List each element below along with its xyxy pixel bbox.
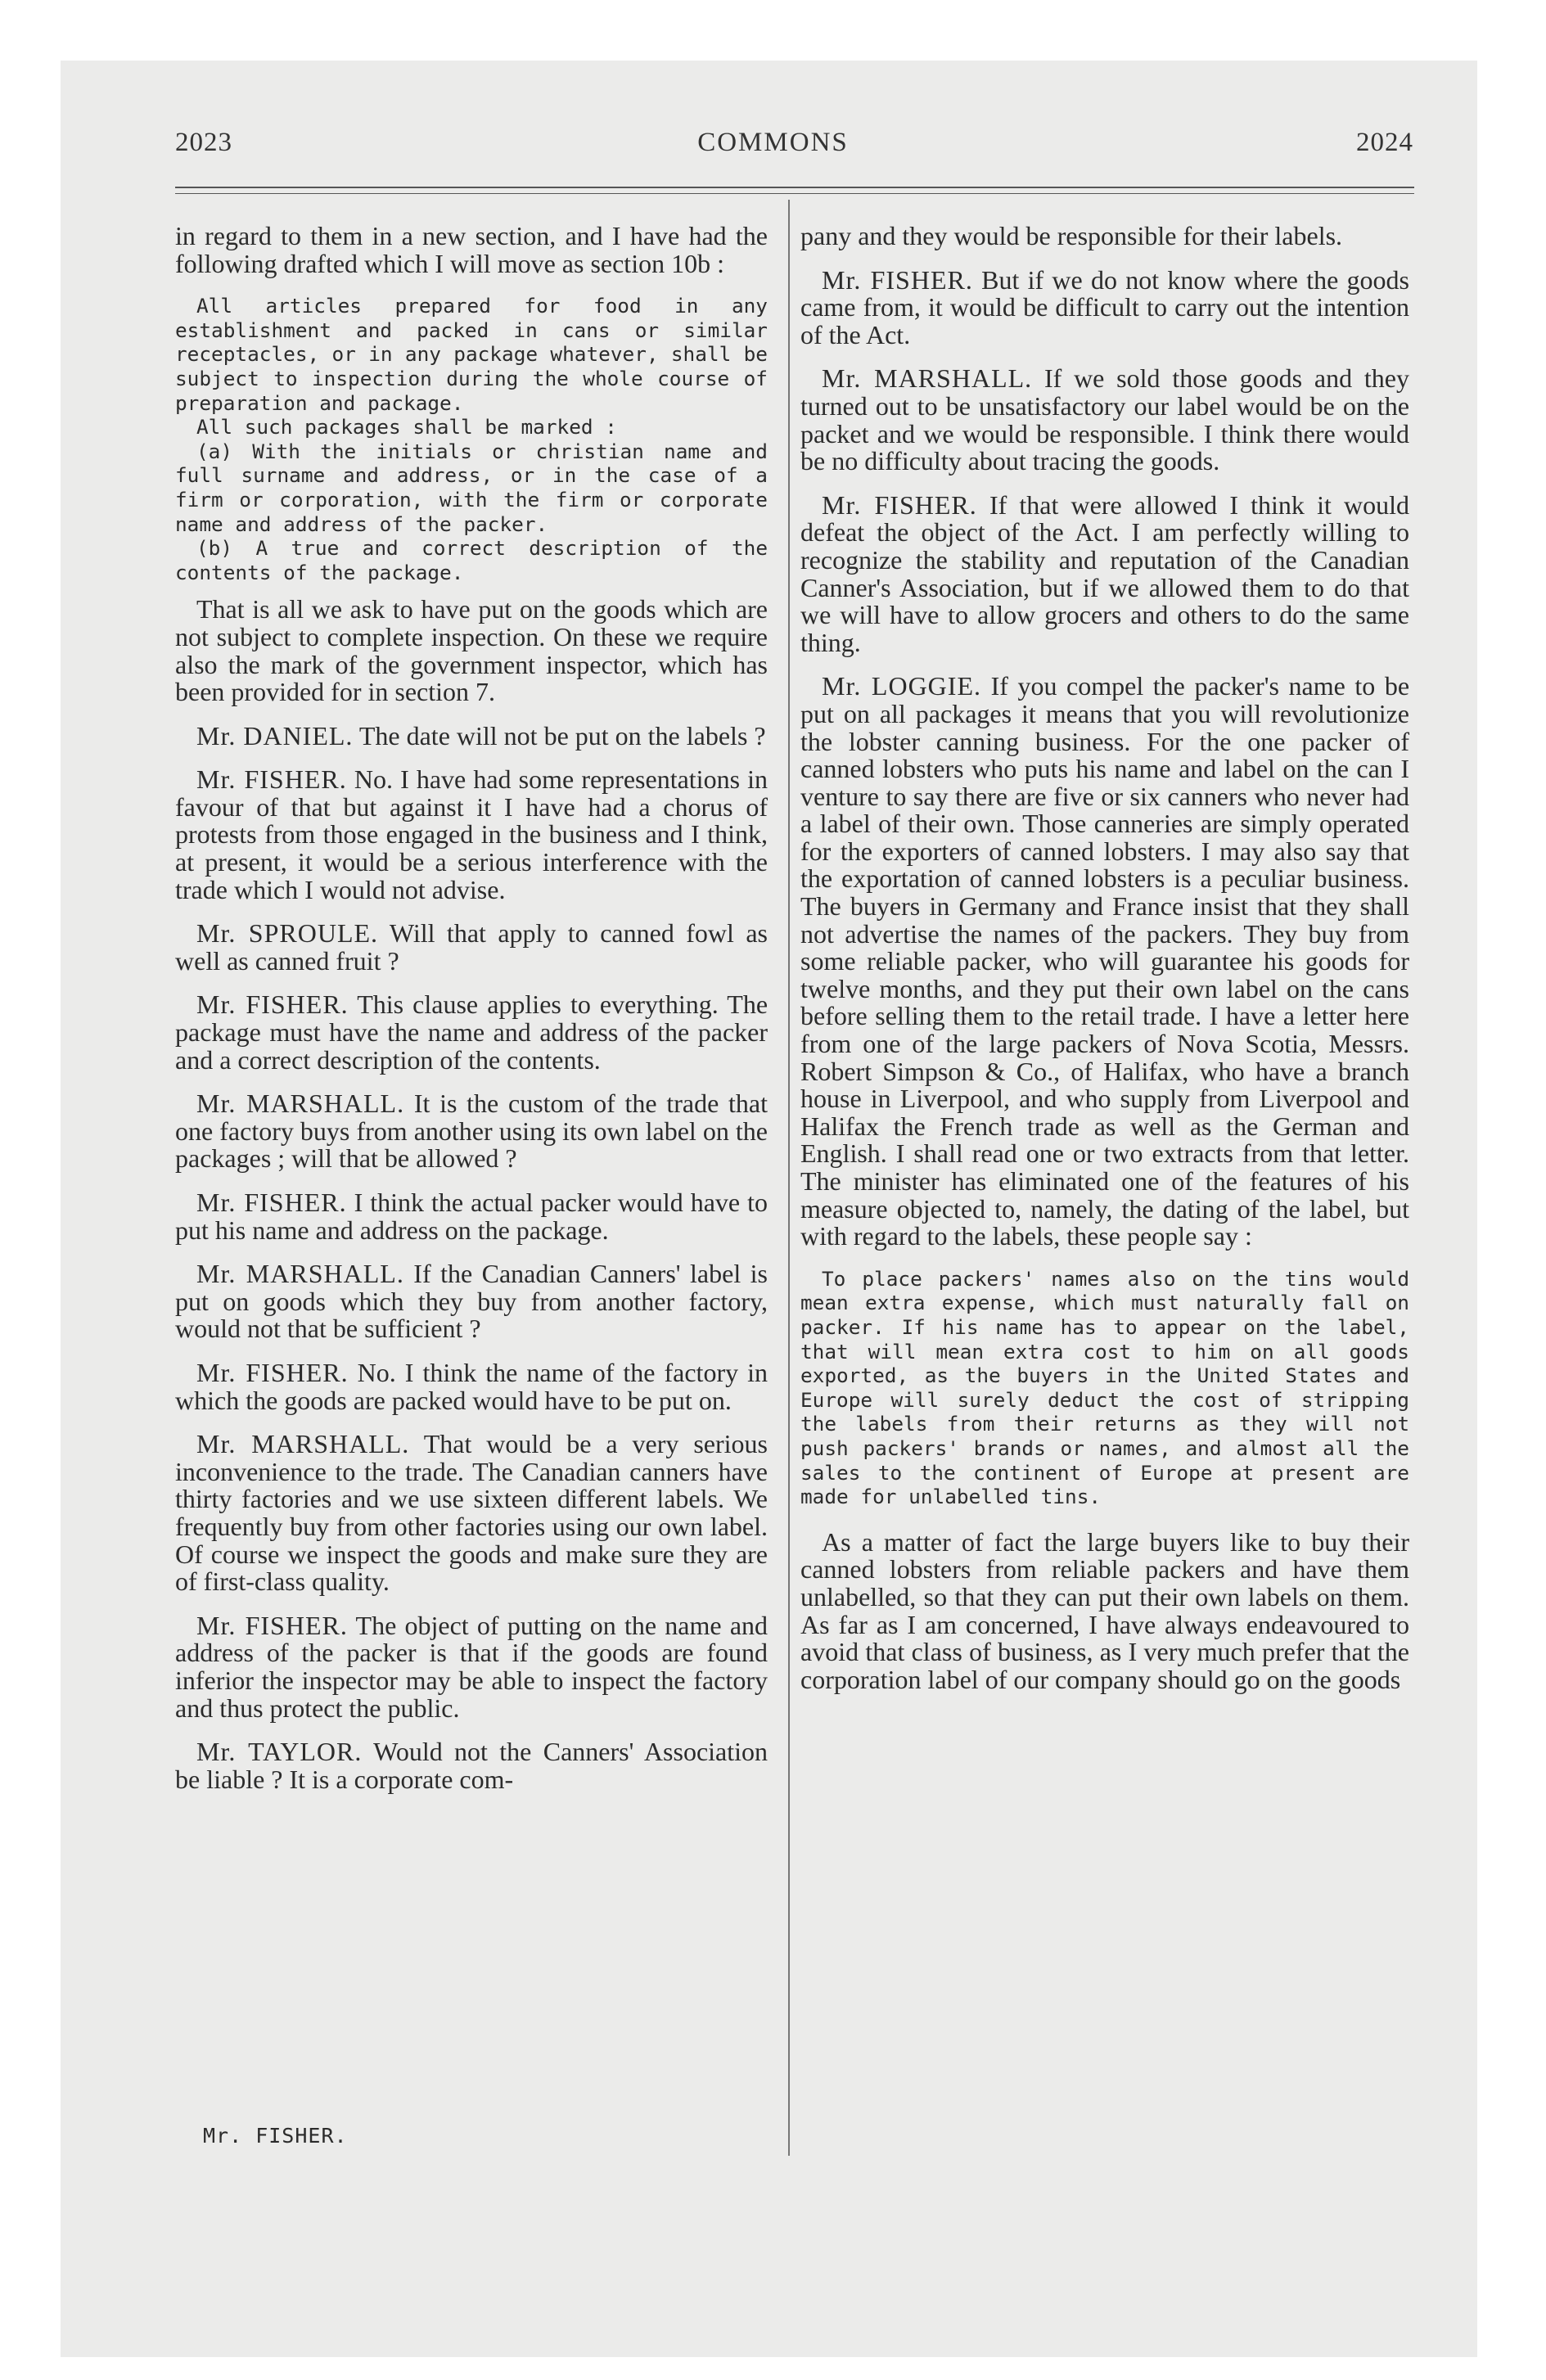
- speech: [800, 264, 1410, 349]
- speech-text: If the Canadian Canners' label is put on goods which they buy from another factory, would not that be sufficient ?: [175, 1259, 768, 1344]
- quote-paragraph: All articles prepared for food in any establishment and packed in cans or similar receptacles, or in any package whatever, shall be subject to inspection during the whole course of preparation and package.: [175, 294, 768, 415]
- speaker-name: Mr. FISHER.: [822, 264, 973, 295]
- speech: [175, 991, 768, 1074]
- speech-text: Would not the Canners' Association be liable ? It is a corporate com-: [175, 1737, 768, 1794]
- speaker-name: Mr. TAYLOR.: [196, 1737, 363, 1767]
- speech: [175, 1431, 768, 1596]
- speech: [800, 673, 1409, 1250]
- speech-text: If we sold those goods and they turned out to be unsatisfactory our label would be on the packet and we would be responsible. I think there would be no difficulty about tracing the goods.: [800, 363, 1409, 476]
- speaker-name: Mr. MARSHALL.: [196, 1429, 410, 1459]
- speech-text: If that were allowed I think it would defeat the object of the Act. I am perfectly willing to recognize the stability and reputation of the Canadian Canner's Association, but if we allowed them to do that we will have to allow grocers and others to do the same thing.: [800, 489, 1410, 657]
- right-column: [800, 223, 1409, 1710]
- paragraph: in regard to them in a new section, and I have had the following drafted which I will move as section 10b :: [175, 221, 768, 278]
- speech: [800, 489, 1410, 657]
- quoted-letter: [800, 1267, 1409, 1509]
- header-rule: [175, 187, 1414, 188]
- page-number-right: 2024: [1356, 128, 1413, 157]
- speech-text: No. I think the name of the factory in which the goods are packed would have to be put on.: [175, 1357, 768, 1415]
- catchword: Mr. FISHER.: [203, 2124, 348, 2148]
- speech: [175, 766, 768, 904]
- speaker-name: Mr. MARSHALL.: [196, 1089, 405, 1119]
- speech: [175, 1260, 768, 1343]
- speech-text: It is the custom of the trade that one factory buys from another using its own label on the packages ; will that be allowed ?: [175, 1089, 768, 1174]
- quoted-clause: [175, 294, 768, 584]
- speech-text: I think the actual packer would have to put his name and address on the package.: [175, 1188, 768, 1245]
- header-rule-thin: [175, 193, 1414, 194]
- speaker-name: Mr. FISHER.: [196, 989, 349, 1020]
- speaker-name: Mr. MARSHALL.: [822, 363, 1033, 394]
- speaker-name: Mr. LOGGIE.: [822, 671, 981, 701]
- speaker-name: Mr. MARSHALL.: [196, 1259, 404, 1289]
- speech-text: The object of putting on the name and address of the packer is that if the goods are found inferior the inspector may be able to inspect the factory and thus protect the public.: [175, 1610, 768, 1723]
- speech: [175, 1612, 768, 1722]
- speech: [175, 1189, 768, 1244]
- paragraph: pany and they would be responsible for their labels.: [800, 221, 1343, 250]
- paragraph: That is all we ask to have put on the goods which are not subject to complete inspection. On these we require also the mark of the government inspector, which has been provided for in section 7.: [175, 594, 768, 707]
- speaker-name: Mr. DANIEL.: [196, 720, 354, 751]
- speaker-name: Mr. SPROULE.: [196, 918, 379, 949]
- speaker-name: Mr. FISHER.: [196, 1610, 348, 1640]
- speech-text: This clause applies to everything. The package must have the name and address of the packer and a correct description of the contents.: [175, 989, 768, 1075]
- running-title: COMMONS: [697, 128, 849, 157]
- speaker-name: Mr. FISHER.: [822, 489, 977, 520]
- speech: [175, 1738, 768, 1793]
- speech-text: If you compel the packer's name to be put on all packages it means that you will revolutionize the lobster canning business. For the one packer of canned lobsters who puts his name and label on the can I venture to say there are five or six canners who never had a label of their own. Those canneries are simply operated for the exporters of canned lobsters. I may also say that the exportation of canned lobsters is a peculiar business. The buyers in Germany and France insist that they shall not advertise the names of the packers. They buy from some reliable packer, who will guarantee his goods for twelve months, and they put their own label on the cans before selling them to the retail trade. I have a letter here from one of the large packers of Nova Scotia, Messrs. Robert Simpson & Co., of Halifax, who have a branch house in Liverpool, and who supply from Liverpool and Halifax the French trade as well as the German and English. I shall read one or two extracts from that letter. The minister has eliminated one of the features of his measure objected to, namely, the dating of the label, but with regard to the labels, these people say :: [800, 671, 1410, 1251]
- quote-paragraph: To place packers' names also on the tins would mean extra expense, which must naturally fall on packer. If his name has to appear on the label, that will mean extra cost to him on all goods exported, as the buyers in the United States and Europe will surely deduct the cost of stripping the labels from their returns as they will not push packers' brands or names, and almost all the sales to the continent of Europe at present are made for unlabelled tins.: [800, 1266, 1409, 1509]
- paragraph: As a matter of fact the large buyers like to buy their canned lobsters from reliable packers and have them unlabelled, so that they can put their own labels on them. As far as I am concerned, I have always endeavoured to avoid that class of business, as I very much prefer that the corporation label of our company should go on the goods: [800, 1526, 1409, 1694]
- quote-paragraph: (b) A true and correct description of the contents of the package.: [175, 536, 768, 584]
- quote-paragraph: All such packages shall be marked :: [196, 415, 617, 439]
- speaker-name: Mr. FISHER.: [196, 764, 347, 795]
- speaker-name: Mr. FISHER.: [196, 1357, 349, 1387]
- speech: [800, 365, 1409, 475]
- page-number-left: 2023: [175, 128, 232, 157]
- speech-text: No. I have had some representations in favour of that but against it I have had a chorus of protests from those engaged in the business and I think, at present, it would be a serious interference with the trade which I would not advise.: [175, 764, 768, 904]
- speaker-name: Mr. FISHER.: [196, 1188, 347, 1217]
- speech-text: But if we do not know where the goods came from, it would be difficult to carry out the intention of the Act.: [800, 264, 1410, 349]
- quote-paragraph: (a) With the initials or christian name and full surname and address, or in the case of a firm or corporation, with the firm or corporate name and address of the packer.: [175, 439, 768, 536]
- speech-text: That would be a very serious inconvenience to the trade. The Canadian canners have thirty factories and we use sixteen different labels. We frequently buy from other factories using our own label. Of course we inspect the goods and make sure they are of first-class quality.: [175, 1429, 768, 1597]
- left-column: [175, 223, 768, 1810]
- speech-text: The date will not be put on the labels ?: [358, 720, 766, 751]
- speech: [175, 720, 768, 751]
- speech-text: Will that apply to canned fowl as well as canned fruit ?: [175, 918, 768, 976]
- speech: [175, 1359, 768, 1414]
- column-divider: [788, 200, 790, 2156]
- speech: [175, 920, 768, 975]
- speech: [175, 1090, 768, 1173]
